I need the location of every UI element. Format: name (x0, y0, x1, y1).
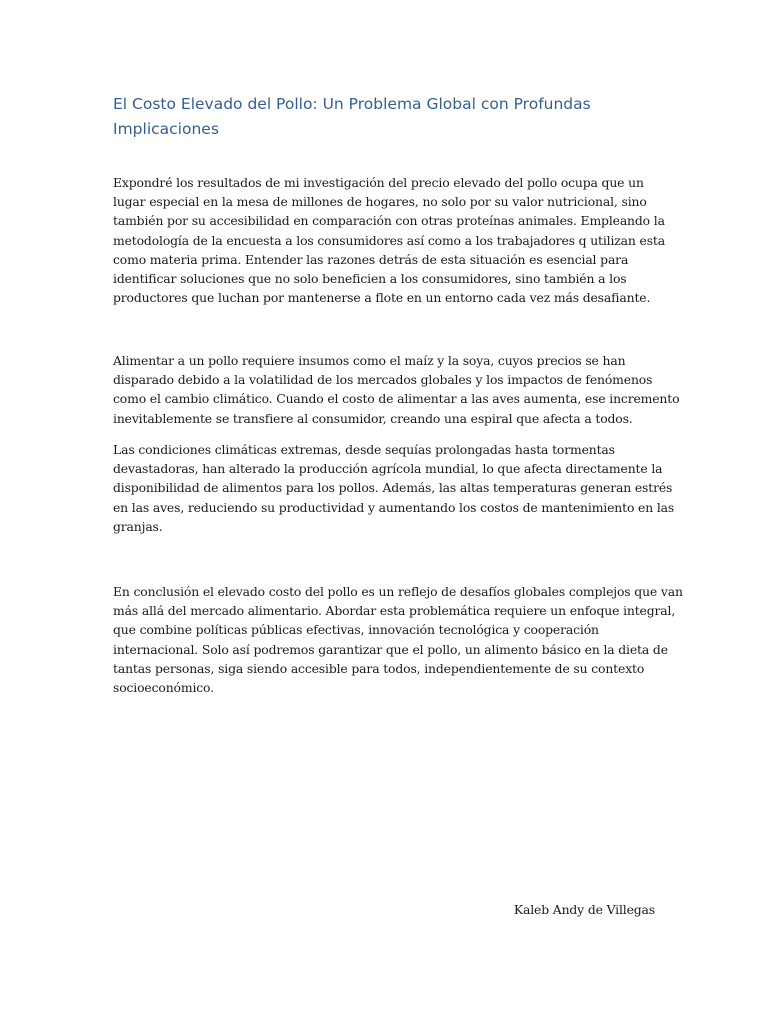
paragraph-climate-conditions: Las condiciones climáticas extremas, desde sequías prolongadas hasta tormentas devastadoras, han alterado la producción agrícola mundial, lo que afecta directamente la disponibilidad de alimentos para los pollos. Además, las altas temperaturas generan estrés en las aves, reduciendo su productividad y aumentando los costos de mantenimiento en las granjas. (113, 442, 675, 534)
paragraph-conclusion: En conclusión el elevado costo del pollo es un reflejo de desafíos globales complejos que van más allá del mercado alimentario. Abordar esta problemática requiere un enfoque integral, que combine políticas públicas efectivas, innovación tecnológica y cooperación internacional. Solo así podremos garantizar que el pollo, un alimento básico en la dieta de tantas personas, siga siendo accesible para todos, independientemente de su contexto socioeconómico. (113, 584, 683, 696)
author-signature: Kaleb Andy de Villegas (513, 902, 655, 917)
document-title: El Costo Elevado del Pollo: Un Problema Global con Profundas Implicaciones (113, 95, 591, 138)
paragraph-feed-costs: Alimentar a un pollo requiere insumos como el maíz y la soya, cuyos precios se han disparado debido a la volatilidad de los mercados globales y los impactos de fenómenos como el cambio climático. Cuando el costo de alimentar a las aves aumenta, ese incremento inevitablemente se transfiere al consumidor, creando una espiral que afecta a todos. (113, 353, 680, 426)
paragraph-introduction: Expondré los resultados de mi investigación del precio elevado del pollo ocupa que un lugar especial en la mesa de millones de hogares, no solo por su valor nutricional, sino también por su accesibilidad en comparación con otras proteínas animales. Empleando la metodología de la encuesta a los consumidores así como a los trabajadores q utilizan esta como materia prima. Entender las razones detrás de esta situación es esencial para identificar soluciones que no solo beneficien a los consumidores, sino también a los productores que luchan por mantenerse a flote en un entorno cada vez más desafiante. (113, 175, 665, 306)
